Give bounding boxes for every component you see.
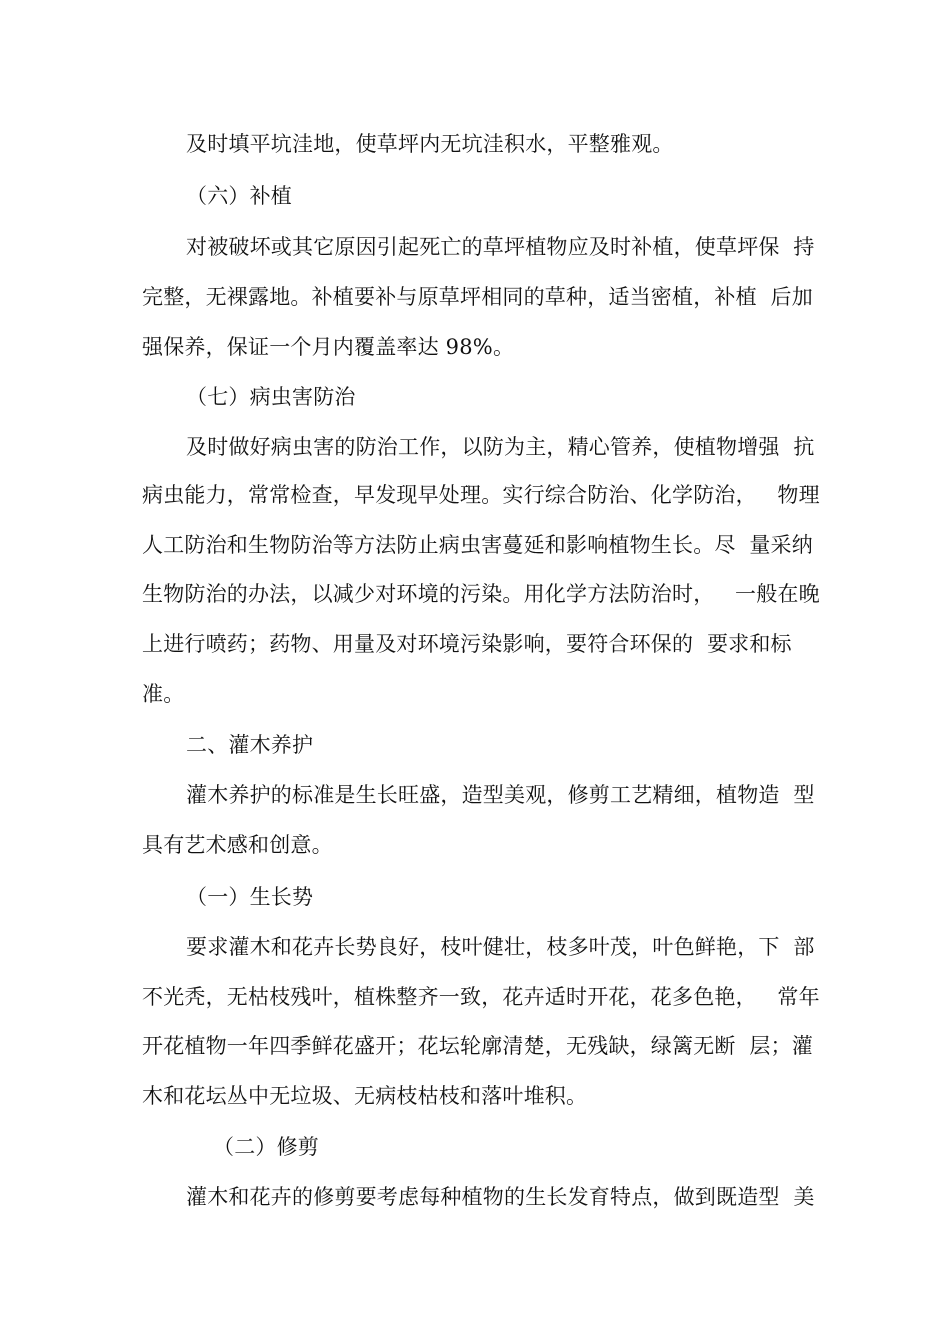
paragraph-line: 完整，无裸露地。补植要补与原草坪相同的草种，适当密植，补植 后加 [142, 285, 813, 309]
section-heading-growth-vigor: （一）生长势 [186, 885, 314, 909]
paragraph-line: 对被破坏或其它原因引起死亡的草坪植物应及时补植，使草坪保 持 [186, 235, 815, 259]
paragraph-line: 上进行喷药；药物、用量及对环境污染影响，要符合环保的 要求和标 [142, 632, 792, 656]
paragraph-line: 灌木养护的标准是生长旺盛，造型美观，修剪工艺精细，植物造 型 [186, 783, 815, 807]
paragraph-line: 具有艺术感和创意。 [142, 833, 333, 857]
section-heading-pruning: （二）修剪 [213, 1135, 319, 1159]
paragraph-line: 开花植物一年四季鲜花盛开；花坛轮廓清楚，无残缺，绿篱无断 层；灌 [142, 1034, 813, 1058]
paragraph-line: 及时做好病虫害的防治工作，以防为主，精心管养，使植物增强 抗 [186, 435, 815, 459]
paragraph-line: 木和花坛丛中无垃圾、无病枝枯枝和落叶堆积。 [142, 1084, 588, 1108]
paragraph-line: 强保养，保证一个月内覆盖率达 98%。 [142, 335, 515, 359]
paragraph-line: 病虫能力，常常检查，早发现早处理。实行综合防治、化学防治， 物理 [142, 483, 820, 507]
section-heading-supplementary-planting: （六）补植 [186, 184, 292, 208]
paragraph-line: 及时填平坑洼地，使草坪内无坑洼积水，平整雅观。 [186, 132, 674, 156]
paragraph-line: 灌木和花卉的修剪要考虑每种植物的生长发育特点，做到既造型 美 [186, 1185, 815, 1209]
paragraph-line: 准。 [142, 682, 185, 706]
section-heading-shrub-maintenance: 二、灌木养护 [186, 733, 314, 757]
paragraph-line: 人工防治和生物防治等方法防止病虫害蔓延和影响植物生长。尽 量采纳 [142, 533, 813, 557]
paragraph-line: 要求灌木和花卉长势良好，枝叶健壮，枝多叶茂，叶色鲜艳，下 部 [186, 935, 815, 959]
paragraph-line: 不光秃，无枯枝残叶，植株整齐一致，花卉适时开花，花多色艳， 常年 [142, 985, 820, 1009]
section-heading-pest-control: （七）病虫害防治 [186, 385, 356, 409]
paragraph-line: 生物防治的办法，以减少对环境的污染。用化学方法防治时， 一般在晚 [142, 582, 820, 606]
